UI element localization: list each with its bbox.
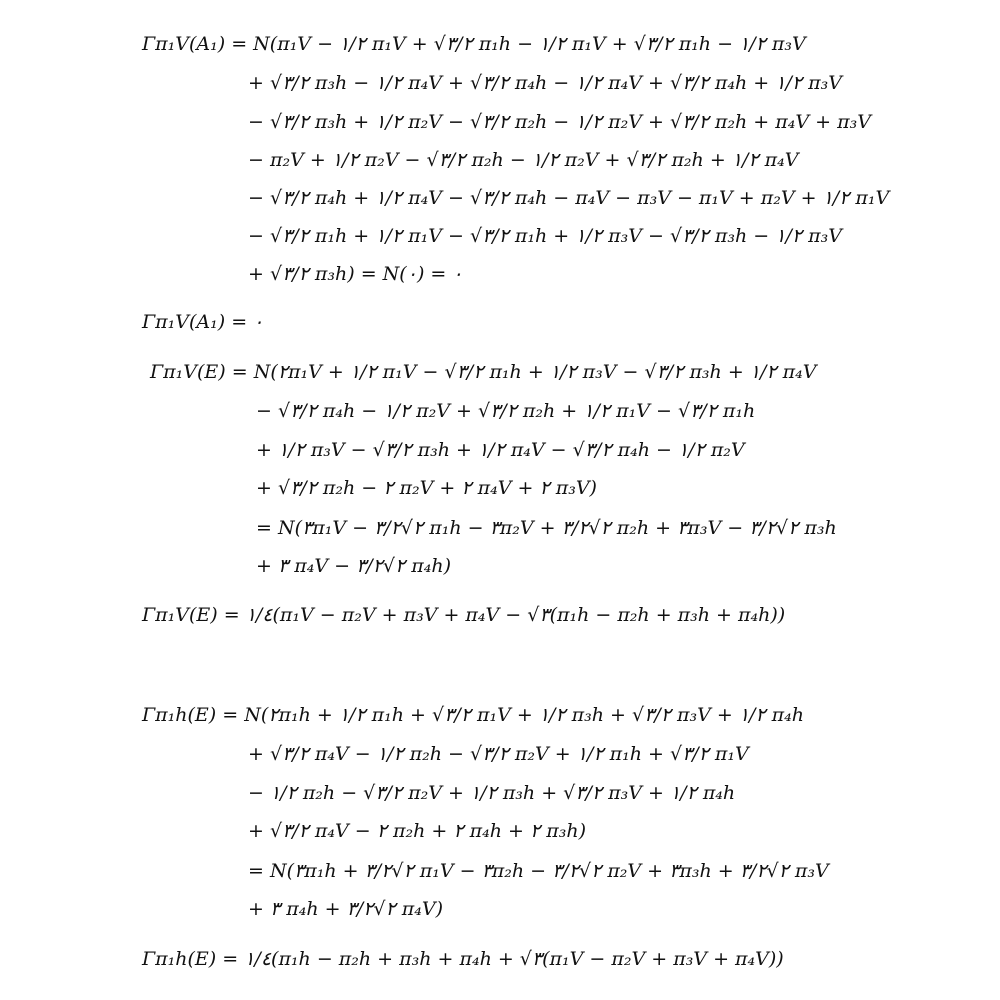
equation-e-v-line-4: + √٣/٢ π₂h − ٢ π₂V + ٢ π₄V + ٢ π₃V)	[256, 477, 597, 499]
equation-a1-line-1: Γπ₁V(A₁) = N(π₁V − ١/٢ π₁V + √٣/٢ π₁h − ١/٢ π₁V + √٣/٢ π₁h − ١/٢ π₃V	[142, 33, 806, 55]
equation-a1-line-4: − π₂V + ١/٢ π₂V − √٣/٢ π₂h − ١/٢ π₂V + √٣/٢ π₂h + ١/٢ π₄V	[248, 149, 799, 171]
equation-a1-line-2: + √٣/٢ π₃h − ١/٢ π₄V + √٣/٢ π₄h − ١/٢ π₄V + √٣/٢ π₄h + ١/٢ π₃V	[248, 72, 842, 94]
equation-e-h-line-6: + ٣ π₄h + ٢√٣/٢ π₄V)	[248, 898, 443, 920]
equation-e-h-result: Γπ₁h(E) = ١/٤(π₁h − π₂h + π₃h + π₄h + √٣(π₁V − π₂V + π₃V + π₄V))	[142, 948, 784, 970]
equation-a1-line-5: − √٣/٢ π₄h + ١/٢ π₄V − √٣/٢ π₄h − π₄V − π₃V − π₁V + π₂V + ١/٢ π₁V	[248, 187, 890, 209]
equation-a1-line-3: − √٣/٢ π₃h + ١/٢ π₂V − √٣/٢ π₂h − ١/٢ π₂V + √٣/٢ π₂h + π₄V + π₃V	[248, 111, 871, 133]
equation-e-v-line-6: + ٣ π₄V − ٢√٣/٢ π₄h)	[256, 555, 451, 577]
equation-a1-line-7: + √٣/٢ π₃h) = N(٠) = ٠	[248, 263, 463, 285]
equation-e-v-result: Γπ₁V(E) = ١/٤(π₁V − π₂V + π₃V + π₄V − √٣(π₁h − π₂h + π₃h + π₄h))	[142, 604, 786, 626]
equation-e-h-line-5: = N(٣π₁h + ٢√٣/٢ π₁V − ٣π₂h − ٢√٣/٢ π₂V + ٣π₃h + ٢√٣/٢ π₃V	[248, 860, 829, 882]
equation-a1-line-6: − √٣/٢ π₁h + ١/٢ π₁V − √٣/٢ π₁h + ١/٢ π₃V − √٣/٢ π₃h − ١/٢ π₃V	[248, 225, 842, 247]
equation-a1-result: Γπ₁V(A₁) = ٠	[142, 311, 264, 333]
equation-e-v-line-5: = N(٣π₁V − ٢√٣/٢ π₁h − ٣π₂V + ٢√٣/٢ π₂h + ٣π₃V − ٢√٣/٢ π₃h	[256, 517, 837, 539]
equation-e-v-line-3: + ١/٢ π₃V − √٣/٢ π₃h + ١/٢ π₄V − √٣/٢ π₄h − ١/٢ π₂V	[256, 439, 745, 461]
equation-e-h-line-2: + √٣/٢ π₄V − ١/٢ π₂h − √٣/٢ π₂V + ١/٢ π₁h + √٣/٢ π₁V	[248, 743, 749, 765]
equation-e-h-line-3: − ١/٢ π₂h − √٣/٢ π₂V + ١/٢ π₃h + √٣/٢ π₃V + ١/٢ π₄h	[248, 782, 736, 804]
equation-e-h-line-4: + √٣/٢ π₄V − ٢ π₂h + ٢ π₄h + ٢ π₃h)	[248, 820, 586, 842]
equation-e-v-line-2: − √٣/٢ π₄h − ١/٢ π₂V + √٣/٢ π₂h + ١/٢ π₁V − √٣/٢ π₁h	[256, 400, 756, 422]
equation-e-h-line-1: Γπ₁h(E) = N(٢π₁h + ١/٢ π₁h + √٣/٢ π₁V + ١/٢ π₃h + √٣/٢ π₃V + ١/٢ π₄h	[142, 704, 805, 726]
equation-e-v-line-1: Γπ₁V(E) = N(٢π₁V + ١/٢ π₁V − √٣/٢ π₁h + ١/٢ π₃V − √٣/٢ π₃h + ١/٢ π₄V	[150, 361, 817, 383]
